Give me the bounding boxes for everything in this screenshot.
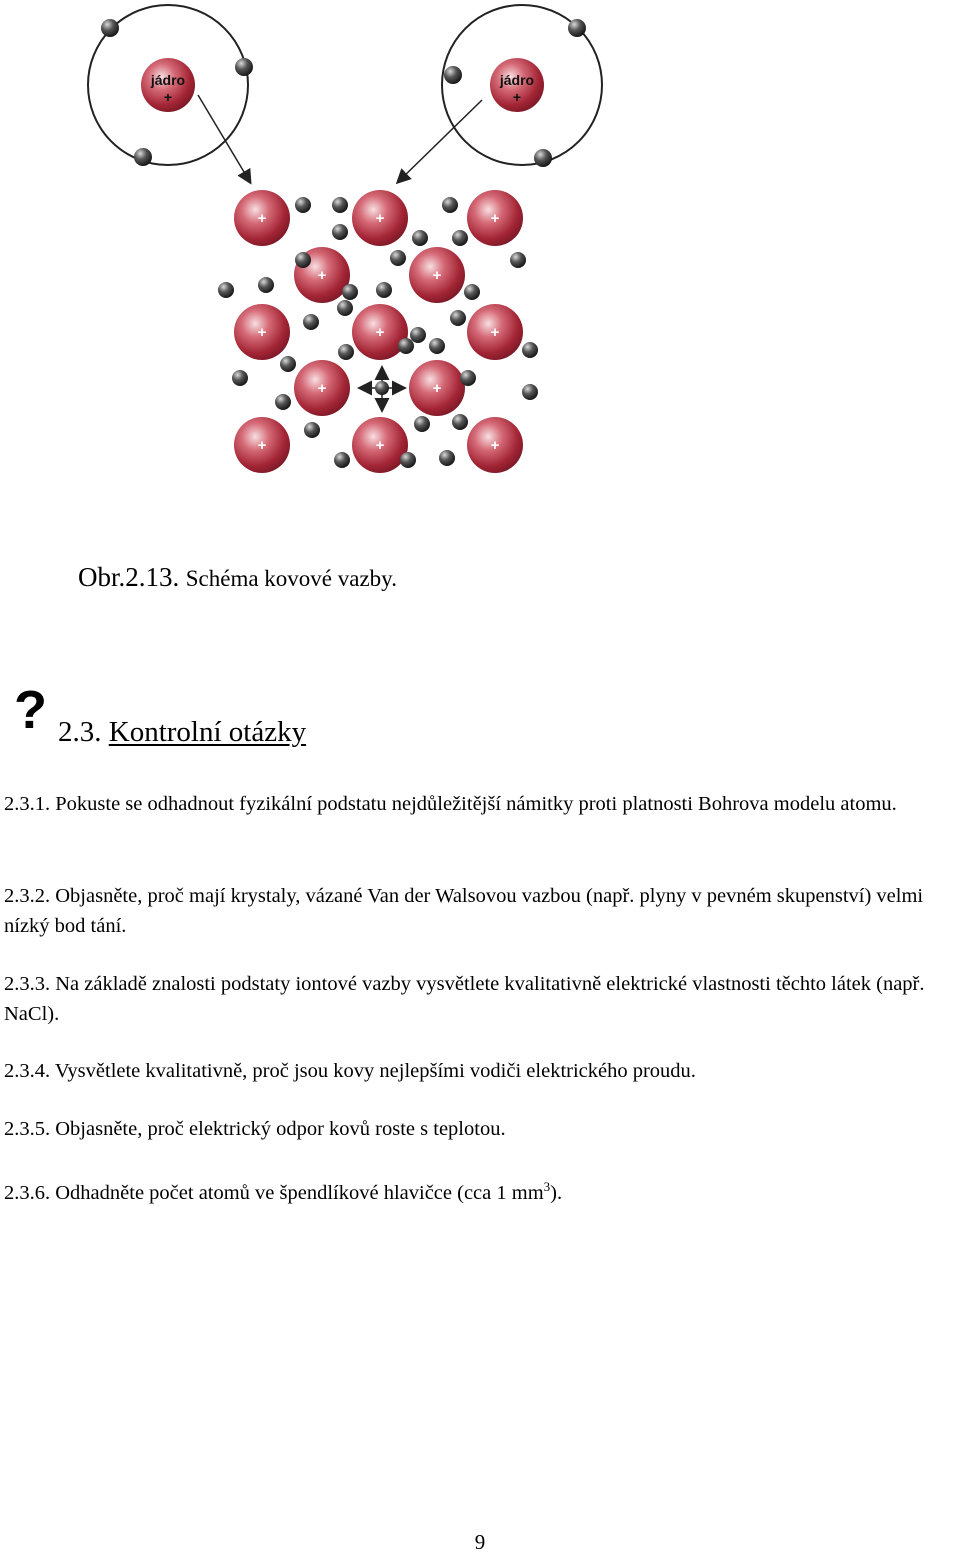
- question-number: 2.3.4.: [4, 1060, 51, 1082]
- electron-icon: [304, 422, 320, 438]
- electron-icon: [522, 342, 538, 358]
- plus-sign: +: [375, 324, 385, 341]
- electron-icon: [442, 197, 458, 213]
- electron-icon: [280, 356, 296, 372]
- atom-left: [88, 5, 253, 166]
- electron-icon: [414, 416, 430, 432]
- electron-icon: [568, 19, 586, 37]
- question-number: 2.3.2.: [4, 885, 51, 907]
- electron-icon: [452, 230, 468, 246]
- question-text: Objasněte, proč mají krystaly, vázané Van der Walsovou vazbou (např. plyny v pevném skupenství) velmi nízký bod tání.: [4, 885, 924, 937]
- moving-electron: [360, 368, 404, 410]
- page-number: 9: [474, 1530, 486, 1554]
- electron-icon: [522, 384, 538, 400]
- electron-icon: [218, 282, 234, 298]
- electron-icon: [534, 149, 552, 167]
- superscript: 3: [543, 1179, 551, 1194]
- electron-icon: [464, 284, 480, 300]
- caption-text: Schéma kovové vazby.: [185, 566, 397, 591]
- question-number: 2.3.1.: [4, 793, 51, 815]
- section-title: Kontrolní otázky: [108, 716, 307, 748]
- electron-icon: [235, 58, 253, 76]
- electron-icon: [452, 414, 468, 430]
- electron-icon: [410, 327, 426, 343]
- question-text: Odhadněte počet atomů ve špendlíkové hlavičce (cca 1 mm: [55, 1181, 544, 1204]
- question-mark-icon: ?: [14, 680, 47, 740]
- electron-icon: [338, 344, 354, 360]
- question-item: [4, 881, 954, 941]
- electron-icon: [332, 224, 348, 240]
- plus-sign: +: [317, 380, 327, 397]
- nucleus-label-right: jádro: [499, 72, 535, 88]
- electron-icon: [134, 148, 152, 166]
- question-item: [4, 1056, 954, 1086]
- arrow-left: [198, 95, 250, 182]
- electron-icon: [398, 338, 414, 354]
- section-number: 2.3.: [58, 716, 102, 748]
- electron-icon: [258, 277, 274, 293]
- electron-icon: [400, 452, 416, 468]
- question-item: [4, 1172, 954, 1208]
- plus-sign: +: [432, 267, 442, 284]
- plus-sign: +: [163, 89, 173, 105]
- question-number: 2.3.6.: [4, 1181, 51, 1204]
- plus-sign: +: [375, 437, 385, 454]
- electron-icon: [375, 381, 389, 395]
- electron-icon: [337, 300, 353, 316]
- metal-lattice: [218, 190, 538, 473]
- plus-sign: +: [257, 437, 267, 454]
- plus-sign: +: [512, 89, 522, 105]
- plus-sign: +: [317, 267, 327, 284]
- electron-icon: [376, 282, 392, 298]
- electron-icon: [232, 370, 248, 386]
- atom-right: [442, 5, 602, 167]
- electron-icon: [342, 284, 358, 300]
- caption-label: Obr.2.13.: [78, 562, 180, 592]
- nucleus-label-left: jádro: [150, 72, 186, 88]
- electron-icon: [275, 394, 291, 410]
- figure-caption: [78, 562, 397, 593]
- electron-icon: [429, 338, 445, 354]
- electron-icon: [332, 197, 348, 213]
- arrow-right: [398, 100, 482, 182]
- plus-sign: +: [490, 324, 500, 341]
- plus-sign: +: [490, 210, 500, 227]
- plus-sign: +: [257, 210, 267, 227]
- plus-sign: +: [432, 380, 442, 397]
- electron-icon: [295, 252, 311, 268]
- electron-icon: [510, 252, 526, 268]
- section-heading: [58, 716, 306, 749]
- question-text: Objasněte, proč elektrický odpor kovů roste s teplotou.: [55, 1118, 506, 1140]
- metallic-bond-diagram: [0, 0, 960, 540]
- electron-icon: [334, 452, 350, 468]
- question-text: Vysvětlete kvalitativně, proč jsou kovy nejlepšími vodiči elektrického proudu.: [54, 1060, 696, 1082]
- plus-sign: +: [257, 324, 267, 341]
- plus-sign: +: [375, 210, 385, 227]
- electron-icon: [101, 19, 119, 37]
- question-item: [4, 1114, 954, 1144]
- electron-icon: [460, 370, 476, 386]
- electron-icon: [412, 230, 428, 246]
- question-item: [4, 789, 954, 819]
- question-text-tail: ).: [550, 1181, 563, 1204]
- electron-icon: [295, 197, 311, 213]
- question-item: [4, 969, 954, 1029]
- question-number: 2.3.5.: [4, 1118, 51, 1140]
- electron-icon: [450, 310, 466, 326]
- question-text: Pokuste se odhadnout fyzikální podstatu nejdůležitější námitky proti platnosti Bohrova modelu atomu.: [55, 793, 897, 815]
- electron-icon: [439, 450, 455, 466]
- question-text: Na základě znalosti podstaty iontové vazby vysvětlete kvalitativně elektrické vlastnosti těchto látek (např. NaCl).: [4, 973, 925, 1025]
- question-number: 2.3.3.: [4, 973, 51, 995]
- electron-icon: [444, 66, 462, 84]
- plus-sign: +: [490, 437, 500, 454]
- electron-icon: [303, 314, 319, 330]
- electron-icon: [390, 250, 406, 266]
